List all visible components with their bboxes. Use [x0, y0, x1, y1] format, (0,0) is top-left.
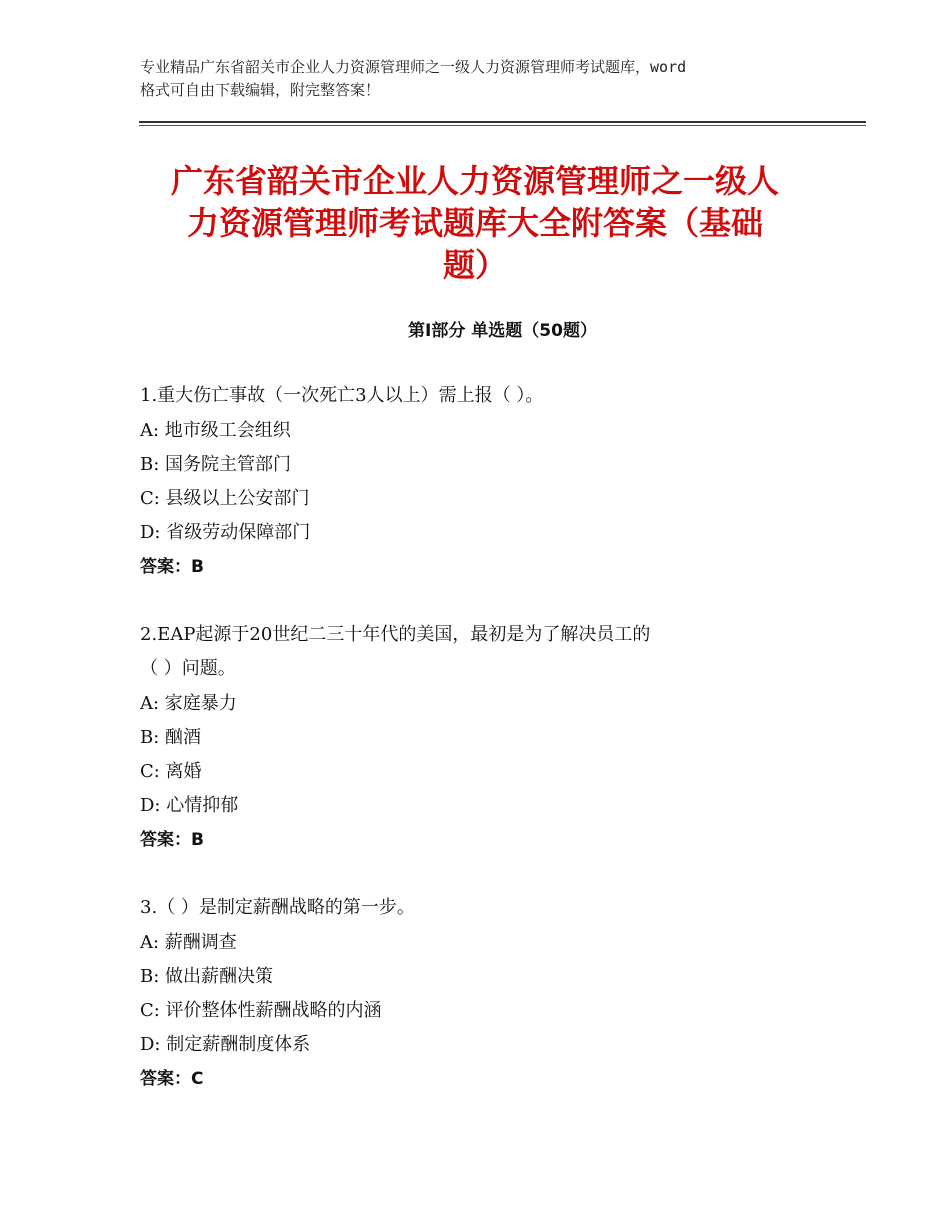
question-stem: 3.（ ）是制定薪酬战略的第一步。: [140, 897, 415, 918]
question-answer: 答案：C: [140, 1069, 204, 1089]
section-heading: 第Ⅰ部分 单选题（50题）: [408, 321, 597, 341]
question-option: D: 制定薪酬制度体系: [140, 1034, 311, 1055]
document-title: [130, 160, 820, 286]
question-option: A: 薪酬调查: [140, 932, 237, 953]
question-stem: 2.EAP起源于20世纪二三十年代的美国，最初是为了解决员工的: [140, 624, 651, 645]
header-divider: [139, 121, 866, 123]
document-title-line: 广东省韶关市企业人力资源管理师之一级人: [170, 162, 779, 200]
question-answer: 答案：B: [140, 830, 204, 850]
document-title-line: 题）: [442, 246, 507, 284]
question-option: D: 省级劳动保障部门: [140, 522, 311, 543]
document-title-line: 力资源管理师考试题库大全附答案（基础: [186, 204, 763, 242]
header-note-line: 格式可自由下载编辑，附完整答案！: [140, 81, 381, 99]
question-option: B: 国务院主管部门: [140, 454, 292, 475]
question-option: B: 酗酒: [140, 727, 202, 748]
question-option: C: 县级以上公安部门: [140, 488, 310, 509]
header-note-line: 专业精品广东省韶关市企业人力资源管理师之一级人力资源管理师考试题库，word: [140, 58, 687, 76]
header-note: [140, 56, 840, 102]
question-stem-continued: （ ）问题。: [140, 658, 236, 679]
question-option: B: 做出薪酬决策: [140, 966, 274, 987]
question-option: D: 心情抑郁: [140, 795, 239, 816]
question-option: A: 家庭暴力: [140, 693, 237, 714]
question-option: C: 离婚: [140, 761, 202, 782]
question-answer: 答案：B: [140, 557, 204, 577]
question-stem: 1.重大伤亡事故（一次死亡3人以上）需上报（ ）。: [140, 385, 544, 406]
question-option: C: 评价整体性薪酬战略的内涵: [140, 1000, 382, 1021]
question-option: A: 地市级工会组织: [140, 420, 291, 441]
header-divider-thin: [139, 125, 866, 126]
